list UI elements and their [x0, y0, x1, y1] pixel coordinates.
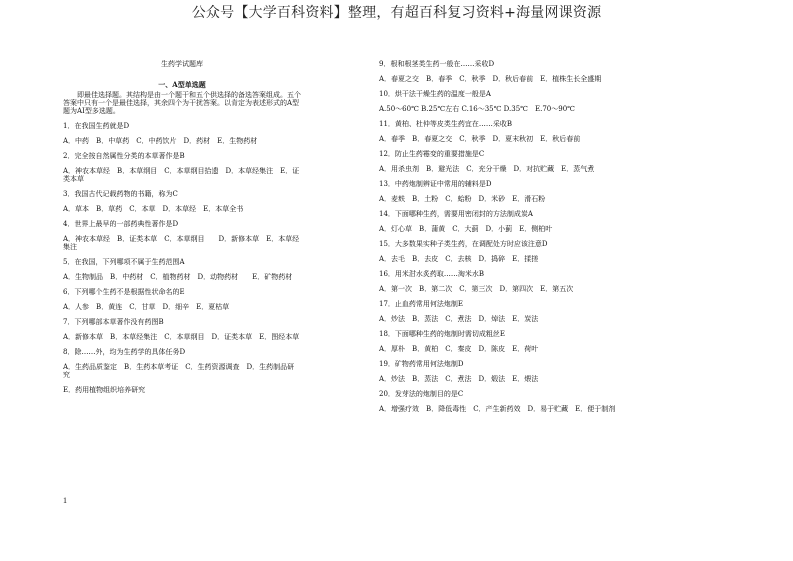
question-stem: 17．止血药常用何法炮制E — [379, 300, 464, 308]
question-options: A．新修本草 B．本草经集注 C．本草纲目 D．证类本草 E．图经本草 — [63, 333, 300, 341]
question-stem: 7．下列哪部本草著作没有药图B — [63, 318, 164, 326]
question-stem: 6．下列哪个生药不是根据性状命名的E — [63, 288, 185, 296]
question-item — [63, 288, 301, 311]
question-options: A．去毛 B．去皮 C．去核 D．捣碎 E．揉搓 — [379, 255, 539, 263]
question-item — [63, 190, 301, 213]
intro-paragraph: 即最佳选择题。其结构是由一个题干和五个供选择的备选答案组成。五个答案中只有一个是最佳选择，其余四个为干扰答案。以肯定为表述形式的A型题为AI型多选题。 — [63, 91, 301, 115]
question-options: A.50～60℃ B.25℃左右 C.16～35℃ D.35℃ E.70～90℃ — [379, 105, 575, 113]
question-item — [63, 122, 301, 145]
question-options: A．第一次 B．第二次 C．第三次 D．第四次 E．第五次 — [379, 285, 574, 293]
question-options: A．炒法 B．蒸法 C．煮法 D．焯法 E．炭法 — [379, 315, 539, 323]
question-stem: 16．用米泔水炙药取……淘米水B — [379, 270, 485, 278]
question-stem: 5．在我国，下列哪项不属于生药范围A — [63, 258, 185, 266]
question-item — [379, 210, 617, 233]
question-stem: 19．矿物药常用何法炮制D — [379, 360, 464, 368]
doc-title: 生药学试题库 — [161, 60, 203, 68]
question-item — [63, 258, 301, 281]
question-item — [379, 120, 617, 143]
question-options: A．生药品质鉴定 B．生药本草考证 C．生药资源调查 D．生药制品研究 — [63, 363, 295, 379]
question-stem: 12．防止生药霉变的重要措施是C — [379, 150, 485, 158]
question-options: A．春夏之交 B．春季 C．秋季 D．秋后春前 E．植株生长全盛期 — [379, 75, 602, 83]
question-options: A．增强疗效 B．降低毒性 C．产生新药效 D．易于贮藏 E．便于制剂 — [379, 405, 616, 413]
question-options: A．用杀虫剂 B．避光法 C．充分干燥 D．对抗贮藏 E．蒸气煮 — [379, 165, 595, 173]
question-item — [63, 348, 301, 379]
question-options: A．神农本草经 B．本草纲目 C．本草纲目拾遗 D．本草经集注 E．证类本草 — [63, 167, 300, 183]
page-number: 1 — [63, 496, 67, 505]
question-options: A．中药 B．中草药 C．中药饮片 D．药材 E．生物药材 — [63, 137, 258, 145]
question-item — [63, 220, 301, 251]
question-item — [379, 330, 617, 353]
question-stem: E．药用植物组织培养研究 — [63, 386, 146, 394]
question-item — [63, 152, 301, 183]
question-stem: 20．发芽法的炮制目的是C — [379, 390, 464, 398]
question-stem: 2．完全按自然属性分类的本草著作是B — [63, 152, 185, 160]
question-stem: 1．在我国生药就是D — [63, 122, 130, 130]
question-stem: 4．世界上最早的一部药典性著作是D — [63, 220, 179, 228]
right-column — [379, 60, 617, 420]
question-options: A．灯心草 B．蒲黄 C．大蓟 D．小蓟 E．侧柏叶 — [379, 225, 553, 233]
watermark-header: 公众号【大学百科资料】整理，有超百科复习资料+海量网课资源 — [191, 5, 602, 21]
question-stem: 15．大多数果实种子类生药，在调配处方时应该注意D — [379, 240, 548, 248]
question-item — [63, 318, 301, 341]
section-title: 一、A型单选题 — [158, 80, 206, 89]
question-options: A．炒法 B．蒸法 C．煮法 D．煅法 E．煨法 — [379, 375, 539, 383]
question-stem: 8．除……外，均为生药学的具体任务D — [63, 348, 186, 356]
question-item — [379, 240, 617, 263]
right-question-list — [379, 60, 617, 413]
question-options: A．神农本草经 B．证类本草 C．本草纲目 D．新修本草 E．本草经集注 — [63, 235, 300, 251]
question-stem: 18．下面哪种生药的炮制时需切成粗丝E — [379, 330, 506, 338]
question-item — [379, 150, 617, 173]
question-item — [379, 270, 617, 293]
question-options: A．麦麸 B．土粉 C．蛤粉 D．米砂 E．滑石粉 — [379, 195, 546, 203]
left-column — [63, 60, 301, 401]
left-question-list — [63, 122, 301, 394]
question-item — [379, 60, 617, 83]
question-item — [379, 180, 617, 203]
question-item — [379, 90, 617, 113]
question-item — [63, 386, 301, 394]
question-stem: 3．我国古代记载药物的书籍，称为C — [63, 190, 178, 198]
question-options: A．厚朴 B．黄柏 C．秦皮 D．陈皮 E．荷叶 — [379, 345, 539, 353]
question-stem: 10．烘干法干燥生药的温度一般是A — [379, 90, 491, 98]
question-stem: 13．中药炮制辨证中常用的辅料是D — [379, 180, 492, 188]
question-stem: 14．下面哪种生药，需要用密闭封的方法制成炭A — [379, 210, 533, 218]
question-options: A．春季 B．春夏之交 C．秋季 D．夏末秋初 E．秋后春前 — [379, 135, 581, 143]
question-item — [379, 360, 617, 383]
question-options: A．人参 B．黄连 C．甘草 D．细辛 E．夏枯草 — [63, 303, 230, 311]
question-stem: 9．根和根茎类生药一般在……采收D — [379, 60, 495, 68]
question-item — [379, 390, 617, 413]
question-options: A．生物制品 B．中药材 C．植物药材 D．动物药材 E．矿物药材 — [63, 273, 293, 281]
question-stem: 11．黄柏、杜仲等皮类生药宜在……采收B — [379, 120, 513, 128]
question-item — [379, 300, 617, 323]
question-options: A．草本 B．草药 C．本草 D．本草经 E．本草全书 — [63, 205, 244, 213]
